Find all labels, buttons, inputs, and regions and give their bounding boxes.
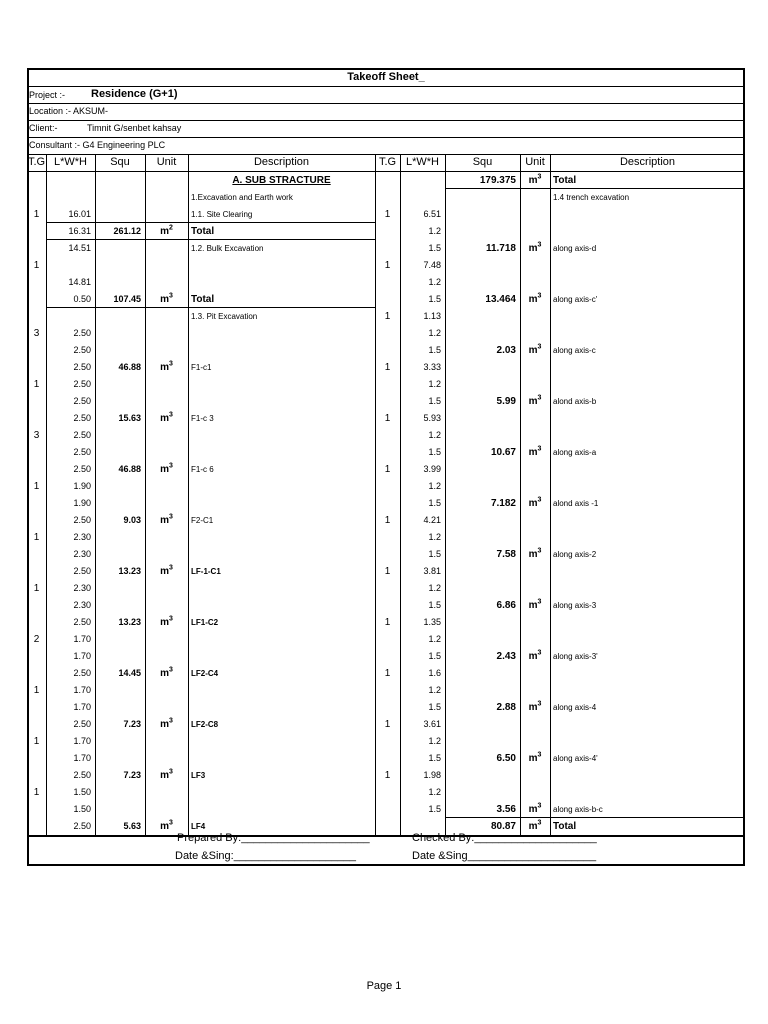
right-lwh-cell: 1.5 — [428, 600, 441, 610]
sheet-title — [27, 69, 745, 86]
left-lwh-cell: 14.81 — [68, 277, 91, 287]
right-squ-cell: 10.67 — [490, 447, 516, 458]
client-label: Client:- — [29, 123, 58, 133]
right-lwh-cell: 1.5 — [428, 702, 441, 712]
border-bottom — [27, 864, 745, 866]
left-lwh-cell: 2.30 — [73, 549, 91, 559]
left-tg-cell: 1 — [33, 260, 40, 271]
right-tg-cell: 1 — [384, 413, 391, 424]
left-lwh-cell: 2.50 — [73, 328, 91, 338]
right-description-cell: along axis-2 — [553, 550, 597, 559]
right-tg-cell: 1 — [384, 617, 391, 628]
header-unit: Unit — [156, 156, 177, 168]
left-unit-cell: $m^3$ — [160, 360, 173, 373]
right-lwh-cell: 1.5 — [428, 651, 441, 661]
left-description-cell: F2-C1 — [191, 516, 214, 525]
right-tg-cell: 1 — [384, 719, 391, 730]
page-number: Page 1 — [366, 980, 402, 992]
left-lwh-cell: 2.50 — [73, 821, 91, 831]
right-squ-cell: 7.182 — [490, 498, 516, 509]
left-description-cell: LF1-C2 — [191, 618, 219, 627]
left-lwh-cell: 2.50 — [73, 396, 91, 406]
right-unit-cell: $m^3$ — [528, 343, 542, 356]
right-lwh-cell: 1.5 — [428, 498, 441, 508]
left-lwh-cell: 1.70 — [73, 736, 91, 746]
left-squ-cell: 9.03 — [123, 515, 141, 525]
right-description-cell: Total — [553, 175, 577, 186]
right-lwh-cell: 1.2 — [428, 736, 441, 746]
left-unit-cell: $m^3$ — [160, 564, 173, 577]
left-lwh-cell: 1.90 — [73, 498, 91, 508]
left-description-cell: F1-c 6 — [191, 465, 214, 474]
left-unit-cell: $m^3$ — [160, 411, 173, 424]
sheet-title-text: Takeoff Sheet — [347, 71, 419, 83]
right-lwh-cell: 3.81 — [423, 566, 441, 576]
right-lwh-cell: 1.2 — [428, 634, 441, 644]
right-squ-cell: 80.87 — [490, 821, 516, 832]
header-desc: Description — [619, 156, 676, 168]
right-unit-cell: $m^3$ — [528, 173, 542, 186]
left-lwh-cell: 1.70 — [73, 753, 91, 763]
left-description-cell: F1-c1 — [191, 363, 212, 372]
right-lwh-cell: 7.48 — [423, 260, 441, 270]
left-tg-cell: 3 — [33, 328, 40, 339]
right-squ-cell: 5.99 — [496, 396, 516, 407]
right-unit-cell: $m^3$ — [528, 241, 542, 254]
right-description-cell: alond axis -1 — [553, 499, 599, 508]
left-lwh-cell: 1.50 — [73, 804, 91, 814]
right-lwh-cell: 1.5 — [428, 294, 441, 304]
right-squ-cell: 6.50 — [496, 753, 516, 764]
right-lwh-cell: 1.2 — [428, 787, 441, 797]
right-lwh-cell: 3.61 — [423, 719, 441, 729]
info-row-line — [27, 103, 745, 104]
right-unit-cell: $m^3$ — [528, 700, 542, 713]
right-squ-cell: 13.464 — [485, 294, 516, 305]
right-lwh-cell: 1.5 — [428, 345, 441, 355]
left-tg-cell: 1 — [33, 736, 40, 747]
right-lwh-cell: 1.5 — [428, 243, 441, 253]
right-squ-cell: 11.718 — [485, 243, 516, 254]
left-squ-cell: 13.23 — [118, 617, 141, 627]
left-lwh-cell: 2.30 — [73, 600, 91, 610]
right-tg-cell: 1 — [384, 260, 391, 271]
left-lwh-cell: 2.50 — [73, 413, 91, 423]
left-unit-cell: $m^3$ — [160, 292, 173, 305]
left-description-cell: Total — [191, 294, 215, 305]
right-description-cell: along axis-a — [553, 448, 597, 457]
right-description-cell: Total — [553, 821, 577, 832]
header-squ: Squ — [110, 156, 130, 168]
left-description-cell: LF3 — [191, 771, 206, 780]
right-lwh-cell: 3.33 — [423, 362, 441, 372]
right-lwh-cell: 3.99 — [423, 464, 441, 474]
right-description-cell: alond axis-b — [553, 397, 597, 406]
left-lwh-cell: 2.50 — [73, 719, 91, 729]
left-lwh-cell: 14.51 — [68, 243, 91, 253]
left-lwh-cell: 2.50 — [73, 464, 91, 474]
info-row-line — [27, 137, 745, 138]
right-lwh-cell: 5.93 — [423, 413, 441, 423]
header-tg: T.G — [378, 156, 397, 168]
left-unit-cell: $m^3$ — [160, 513, 173, 526]
right-lwh-cell: 1.35 — [423, 617, 441, 627]
right-squ-cell: 2.43 — [496, 651, 516, 662]
left-tg-cell: 1 — [33, 685, 40, 696]
left-unit-cell: $m^3$ — [160, 462, 173, 475]
left-description-cell: 1.Excavation and Earth work — [191, 193, 293, 202]
consultant-line: Consultant :- G4 Engineering PLC — [29, 140, 166, 150]
prepared-by-label: Prepared By:_____________________ — [177, 832, 370, 844]
right-squ-cell: 2.88 — [496, 702, 516, 713]
column-divider — [550, 154, 551, 835]
right-unit-cell: $m^3$ — [528, 751, 542, 764]
left-lwh-cell: 1.70 — [73, 634, 91, 644]
left-description-cell: LF2-C4 — [191, 669, 219, 678]
right-description-cell: along axis-c — [553, 346, 596, 355]
right-lwh-cell: 1.2 — [428, 430, 441, 440]
left-squ-cell: 261.12 — [113, 226, 141, 236]
left-lwh-cell: 16.31 — [68, 226, 91, 236]
date-sign-left: Date &Sing:____________________ — [175, 850, 357, 862]
right-unit-cell: $m^3$ — [528, 802, 542, 815]
left-lwh-cell: 2.50 — [73, 566, 91, 576]
right-tg-cell: 1 — [384, 668, 391, 679]
column-divider — [188, 154, 189, 835]
left-unit-cell: $m^2$ — [160, 224, 173, 237]
left-squ-cell: 7.23 — [123, 719, 141, 729]
right-lwh-cell: 1.13 — [423, 311, 441, 321]
left-description-cell: F1-c 3 — [191, 414, 214, 423]
left-lwh-cell: 16.01 — [68, 209, 91, 219]
right-tg-cell: 1 — [384, 770, 391, 781]
left-lwh-cell: 2.50 — [73, 770, 91, 780]
right-tg-cell: 1 — [384, 566, 391, 577]
right-lwh-cell: 1.2 — [428, 277, 441, 287]
left-description-cell: LF4 — [191, 822, 206, 831]
left-description-cell: Total — [191, 226, 215, 237]
right-lwh-cell: 1.5 — [428, 447, 441, 457]
left-unit-cell: $m^3$ — [160, 666, 173, 679]
right-unit-cell: $m^3$ — [528, 292, 542, 305]
right-lwh-cell: 1.2 — [428, 328, 441, 338]
right-description-cell: along axis-3 — [553, 601, 597, 610]
header-tg: T.G — [27, 156, 46, 168]
left-unit-cell: $m^3$ — [160, 819, 173, 832]
left-description-cell: LF2-C8 — [191, 720, 219, 729]
left-lwh-cell: 2.30 — [73, 532, 91, 542]
left-lwh-cell: 2.50 — [73, 345, 91, 355]
right-tg-cell: 1 — [384, 311, 391, 322]
right-lwh-cell: 1.5 — [428, 753, 441, 763]
right-lwh-cell: 4.21 — [423, 515, 441, 525]
client-value: Timnit G/senbet kahsay — [87, 123, 182, 133]
project-value: Residence (G+1) — [91, 88, 178, 100]
left-tg-cell: 1 — [33, 209, 40, 220]
left-unit-cell: $m^3$ — [160, 768, 173, 781]
left-tg-cell: 2 — [33, 634, 40, 645]
left-lwh-cell: 2.50 — [73, 447, 91, 457]
left-tg-cell: 1 — [33, 787, 40, 798]
right-unit-cell: $m^3$ — [528, 649, 542, 662]
left-lwh-cell: 1.70 — [73, 651, 91, 661]
right-squ-cell: 179.375 — [479, 175, 516, 186]
right-description-cell: along axis-c' — [553, 295, 598, 304]
left-lwh-cell: 2.30 — [73, 583, 91, 593]
right-lwh-cell: 1.2 — [428, 532, 441, 542]
right-tg-cell: 1 — [384, 362, 391, 373]
border-top — [27, 68, 745, 70]
left-tg-cell: 3 — [33, 430, 40, 441]
left-lwh-cell: 2.50 — [73, 362, 91, 372]
header-desc: Description — [253, 156, 310, 168]
right-unit-cell: $m^3$ — [528, 547, 542, 560]
left-tg-cell: 1 — [33, 532, 40, 543]
left-description-cell: 1.2. Bulk Excavation — [191, 244, 264, 253]
right-description-cell: along axis-4 — [553, 703, 597, 712]
left-squ-cell: 13.23 — [118, 566, 141, 576]
left-squ-cell: 46.88 — [118, 464, 141, 474]
left-squ-cell: 14.45 — [118, 668, 141, 678]
left-squ-cell: 46.88 — [118, 362, 141, 372]
left-squ-cell: 7.23 — [123, 770, 141, 780]
left-lwh-cell: 0.50 — [73, 294, 91, 304]
left-description-cell: 1.3. Pit Excavation — [191, 312, 258, 321]
left-tg-cell: 1 — [33, 583, 40, 594]
right-lwh-cell: 6.51 — [423, 209, 441, 219]
left-lwh-cell: 2.50 — [73, 617, 91, 627]
right-squ-cell: 3.56 — [496, 804, 516, 815]
header-lwh: L*W*H — [53, 156, 87, 168]
right-lwh-cell: 1.2 — [428, 583, 441, 593]
right-description-cell: 1.4 trench excavation — [553, 193, 630, 202]
right-unit-cell: $m^3$ — [528, 819, 542, 832]
sheet-title-suffix: _ — [418, 71, 425, 83]
info-row-line — [27, 120, 745, 121]
right-lwh-cell: 1.5 — [428, 549, 441, 559]
left-squ-cell: 5.63 — [123, 821, 141, 831]
right-tg-cell: 1 — [384, 515, 391, 526]
right-lwh-cell: 1.2 — [428, 379, 441, 389]
right-lwh-cell: 1.5 — [428, 804, 441, 814]
right-unit-cell: $m^3$ — [528, 394, 542, 407]
date-sign-right: Date &Sing_____________________ — [412, 850, 597, 862]
right-unit-cell: $m^3$ — [528, 496, 542, 509]
left-description-cell: LF-1-C1 — [191, 567, 221, 576]
right-lwh-cell: 1.6 — [428, 668, 441, 678]
checked-by-label: Checked By:____________________ — [412, 832, 597, 844]
left-unit-cell: $m^3$ — [160, 615, 173, 628]
left-lwh-cell: 2.50 — [73, 430, 91, 440]
right-squ-cell: 6.86 — [496, 600, 516, 611]
right-squ-cell: 7.58 — [496, 549, 516, 560]
location-line: Location :- AKSUM- — [29, 106, 109, 116]
left-unit-cell: $m^3$ — [160, 717, 173, 730]
right-unit-cell: $m^3$ — [528, 445, 542, 458]
right-tg-cell: 1 — [384, 464, 391, 475]
left-squ-cell: 15.63 — [118, 413, 141, 423]
right-unit-cell: $m^3$ — [528, 598, 542, 611]
left-squ-cell: 107.45 — [113, 294, 141, 304]
right-tg-cell: 1 — [384, 209, 391, 220]
project-label: Project :- — [29, 90, 66, 100]
left-lwh-cell: 2.50 — [73, 515, 91, 525]
left-lwh-cell: 2.50 — [73, 379, 91, 389]
left-lwh-cell: 2.50 — [73, 668, 91, 678]
right-description-cell: along axis-3' — [553, 652, 598, 661]
right-lwh-cell: 1.2 — [428, 481, 441, 491]
left-description-cell: 1.1. Site Clearing — [191, 210, 253, 219]
footer-top-line — [27, 835, 745, 837]
right-description-cell: along axis-d — [553, 244, 597, 253]
left-lwh-cell: 1.50 — [73, 787, 91, 797]
right-description-cell: along axis-4' — [553, 754, 598, 763]
left-tg-cell: 1 — [33, 481, 40, 492]
left-lwh-cell: 1.90 — [73, 481, 91, 491]
right-lwh-cell: 1.2 — [428, 685, 441, 695]
left-description-cell: A. SUB STRACTURE — [232, 175, 331, 186]
left-lwh-cell: 1.70 — [73, 702, 91, 712]
left-tg-cell: 1 — [33, 379, 40, 390]
right-squ-cell: 2.03 — [496, 345, 516, 356]
info-row-line — [27, 86, 745, 87]
header-unit: Unit — [525, 156, 545, 168]
right-lwh-cell: 1.2 — [428, 226, 441, 236]
right-lwh-cell: 1.5 — [428, 396, 441, 406]
header-squ: Squ — [472, 156, 493, 168]
header-lwh: L*W*H — [405, 156, 439, 168]
right-description-cell: along axis-b-c — [553, 805, 603, 814]
takeoff-sheet — [27, 68, 745, 866]
right-lwh-cell: 1.98 — [423, 770, 441, 780]
left-lwh-cell: 1.70 — [73, 685, 91, 695]
